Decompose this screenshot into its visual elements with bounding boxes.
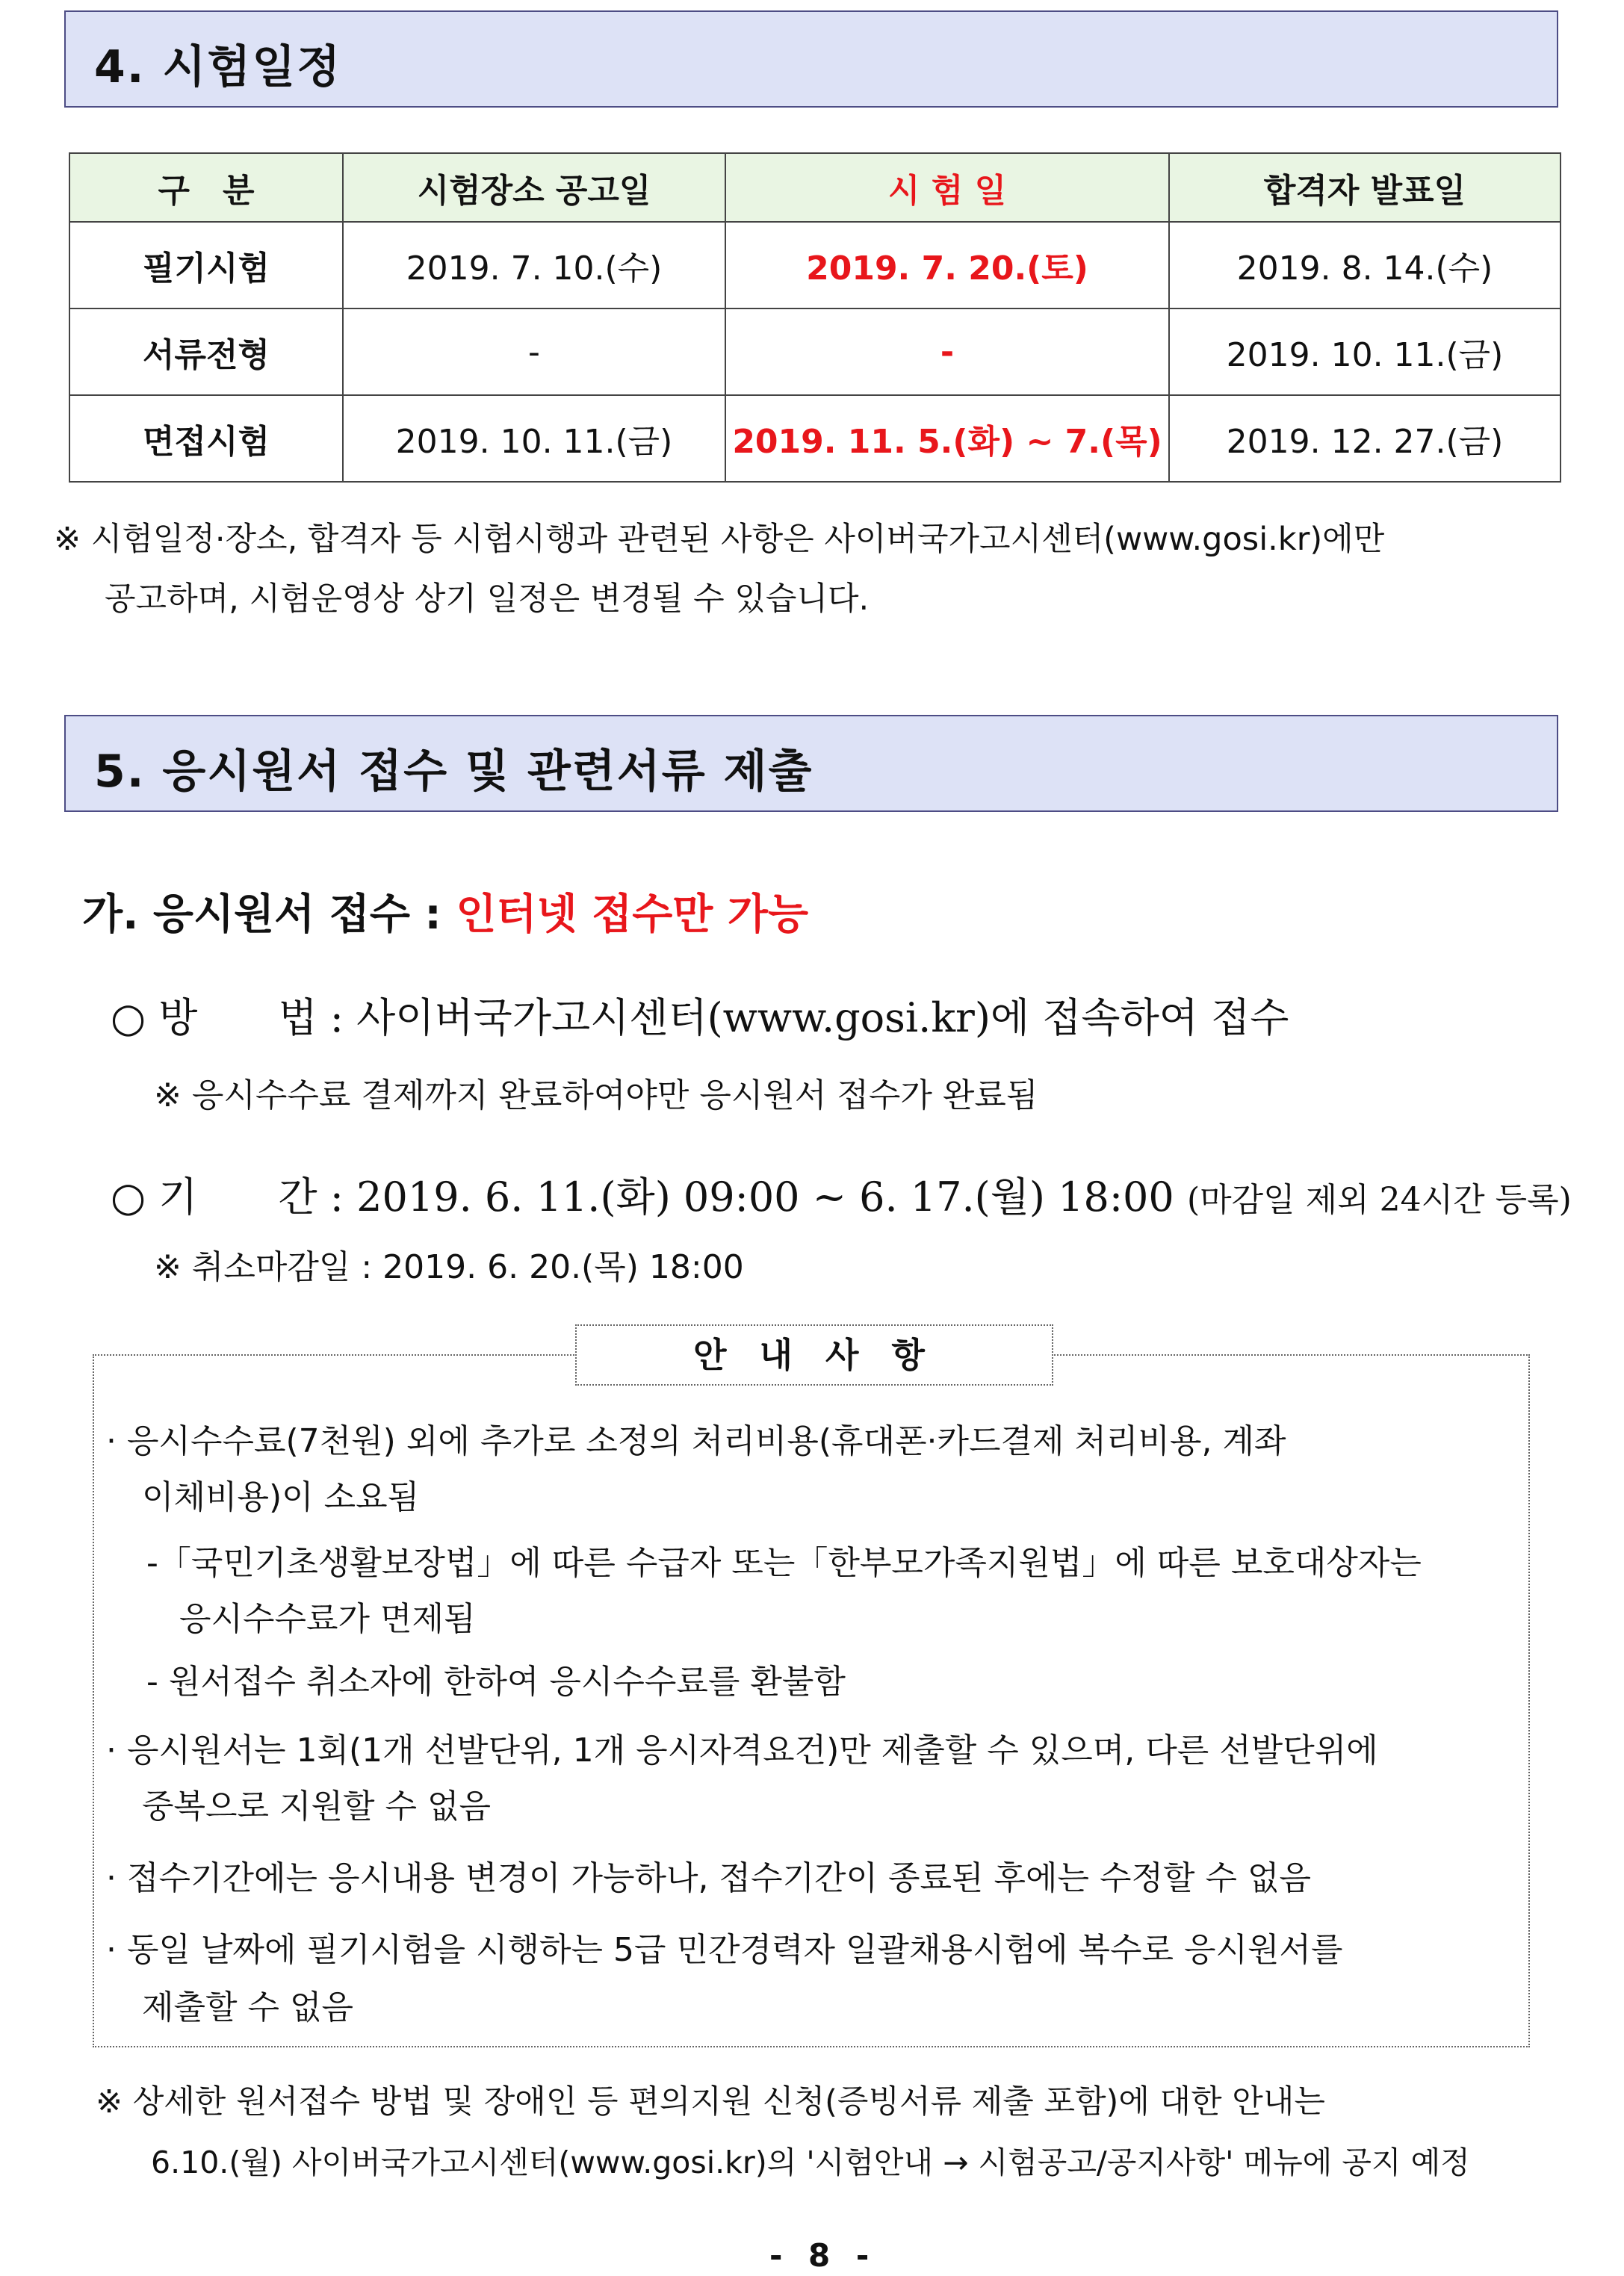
table-row (69, 222, 1561, 308)
exam-date-cell: - (725, 308, 1169, 395)
period-extra: (마감일 제외 24시간 등록) (1186, 1181, 1572, 1219)
section-5-header (64, 715, 1558, 812)
period-line (111, 1165, 1572, 1223)
footer-note-line-2: 6.10.(월) 사이버국가고시센터(www.gosi.kr)의 '시험안내 → 시험공고/공지사항' 메뉴에 공지 예정 (151, 2145, 1470, 2180)
notice-line: 중복으로 지원할 수 없음 (142, 1787, 491, 1826)
notice-line: -「국민기초생활보장법」에 따른 수급자 또는「한부모가족지원법」에 따른 보호대상자는 (146, 1544, 1422, 1582)
result-date-cell: 2019. 12. 27.(금) (1169, 395, 1561, 482)
exam-date-cell: 2019. 7. 20.(토) (725, 222, 1169, 308)
section-5-title: 5. 응시원서 접수 및 관련서류 제출 (94, 745, 813, 798)
header-result-date: 합격자 발표일 (1169, 153, 1561, 222)
notice-title: 안 내 사 항 (575, 1324, 1053, 1386)
schedule-note-line-2: 공고하며, 시험운영상 상기 일정은 변경될 수 있습니다. (105, 580, 870, 618)
section-4-title: 4. 시험일정 (94, 41, 342, 93)
exam-date-cell: 2019. 11. 5.(화) ~ 7.(목) (725, 395, 1169, 482)
notice-line: · 응시원서는 1회(1개 선발단위, 1개 응시자격요건)만 제출할 수 있으며, 다른 선발단위에 (106, 1731, 1378, 1770)
period-label: ○ 기 간 : (111, 1173, 357, 1221)
header-venue-notice: 시험장소 공고일 (343, 153, 725, 222)
exam-schedule-table (69, 152, 1561, 483)
notice-line: - 원서접수 취소자에 한하여 응시수수료를 환불함 (146, 1663, 846, 1701)
page-number: - 8 - (769, 2237, 877, 2274)
venue-notice-cell: 2019. 10. 11.(금) (343, 395, 725, 482)
notice-line: · 응시수수료(7천원) 외에 추가로 소정의 처리비용(휴대폰·카드결제 처리비용, 계좌 (106, 1422, 1286, 1460)
method-line (111, 986, 1289, 1044)
subsection-a-highlight: 인터넷 접수만 가능 (456, 890, 809, 939)
notice-line: · 접수기간에는 응시내용 변경이 가능하나, 접수기간이 종료된 후에는 수정할 수 없음 (106, 1859, 1311, 1897)
method-label: ○ 방 법 : (111, 994, 357, 1041)
method-text: 사이버국가고시센터(www.gosi.kr)에 접속하여 접수 (356, 994, 1289, 1041)
venue-notice-cell: 2019. 7. 10.(수) (343, 222, 725, 308)
subsection-a-heading (82, 881, 808, 941)
notice-line: 이체비용)이 소요됨 (142, 1478, 420, 1516)
notice-line: · 동일 날짜에 필기시험을 시행하는 5급 민간경력자 일괄채용시험에 복수로 응시원서를 (106, 1931, 1343, 1969)
cancel-deadline-note: ※ 취소마감일 : 2019. 6. 20.(목) 18:00 (154, 1248, 744, 1286)
row-label: 필기시험 (69, 222, 343, 308)
result-date-cell: 2019. 8. 14.(수) (1169, 222, 1561, 308)
subsection-a-prefix: 가. 응시원서 접수 : (82, 890, 456, 939)
venue-notice-cell: - (343, 308, 725, 395)
section-4-header (64, 10, 1558, 108)
header-exam-date: 시 험 일 (725, 153, 1169, 222)
period-text: 2019. 6. 11.(화) 09:00 ~ 6. 17.(월) 18:00 (356, 1173, 1174, 1221)
method-note: ※ 응시수수료 결제까지 완료하여야만 응시원서 접수가 완료됨 (154, 1076, 1038, 1114)
notice-line: 응시수수료가 면제됨 (179, 1600, 476, 1638)
row-label: 면접시험 (69, 395, 343, 482)
result-date-cell: 2019. 10. 11.(금) (1169, 308, 1561, 395)
header-category: 구 분 (69, 153, 343, 222)
row-label: 서류전형 (69, 308, 343, 395)
notice-line: 제출할 수 없음 (142, 1988, 353, 2027)
table-row (69, 308, 1561, 395)
schedule-note-line-1: ※ 시험일정·장소, 합격자 등 시험시행과 관련된 사항은 사이버국가고시센터(www.gosi.kr)에만 (54, 521, 1385, 558)
footer-note-line-1: ※ 상세한 원서접수 방법 및 장애인 등 편의지원 신청(증빙서류 제출 포함)에 대한 안내는 (96, 2083, 1325, 2121)
table-header-row (69, 153, 1561, 222)
table-row (69, 395, 1561, 482)
